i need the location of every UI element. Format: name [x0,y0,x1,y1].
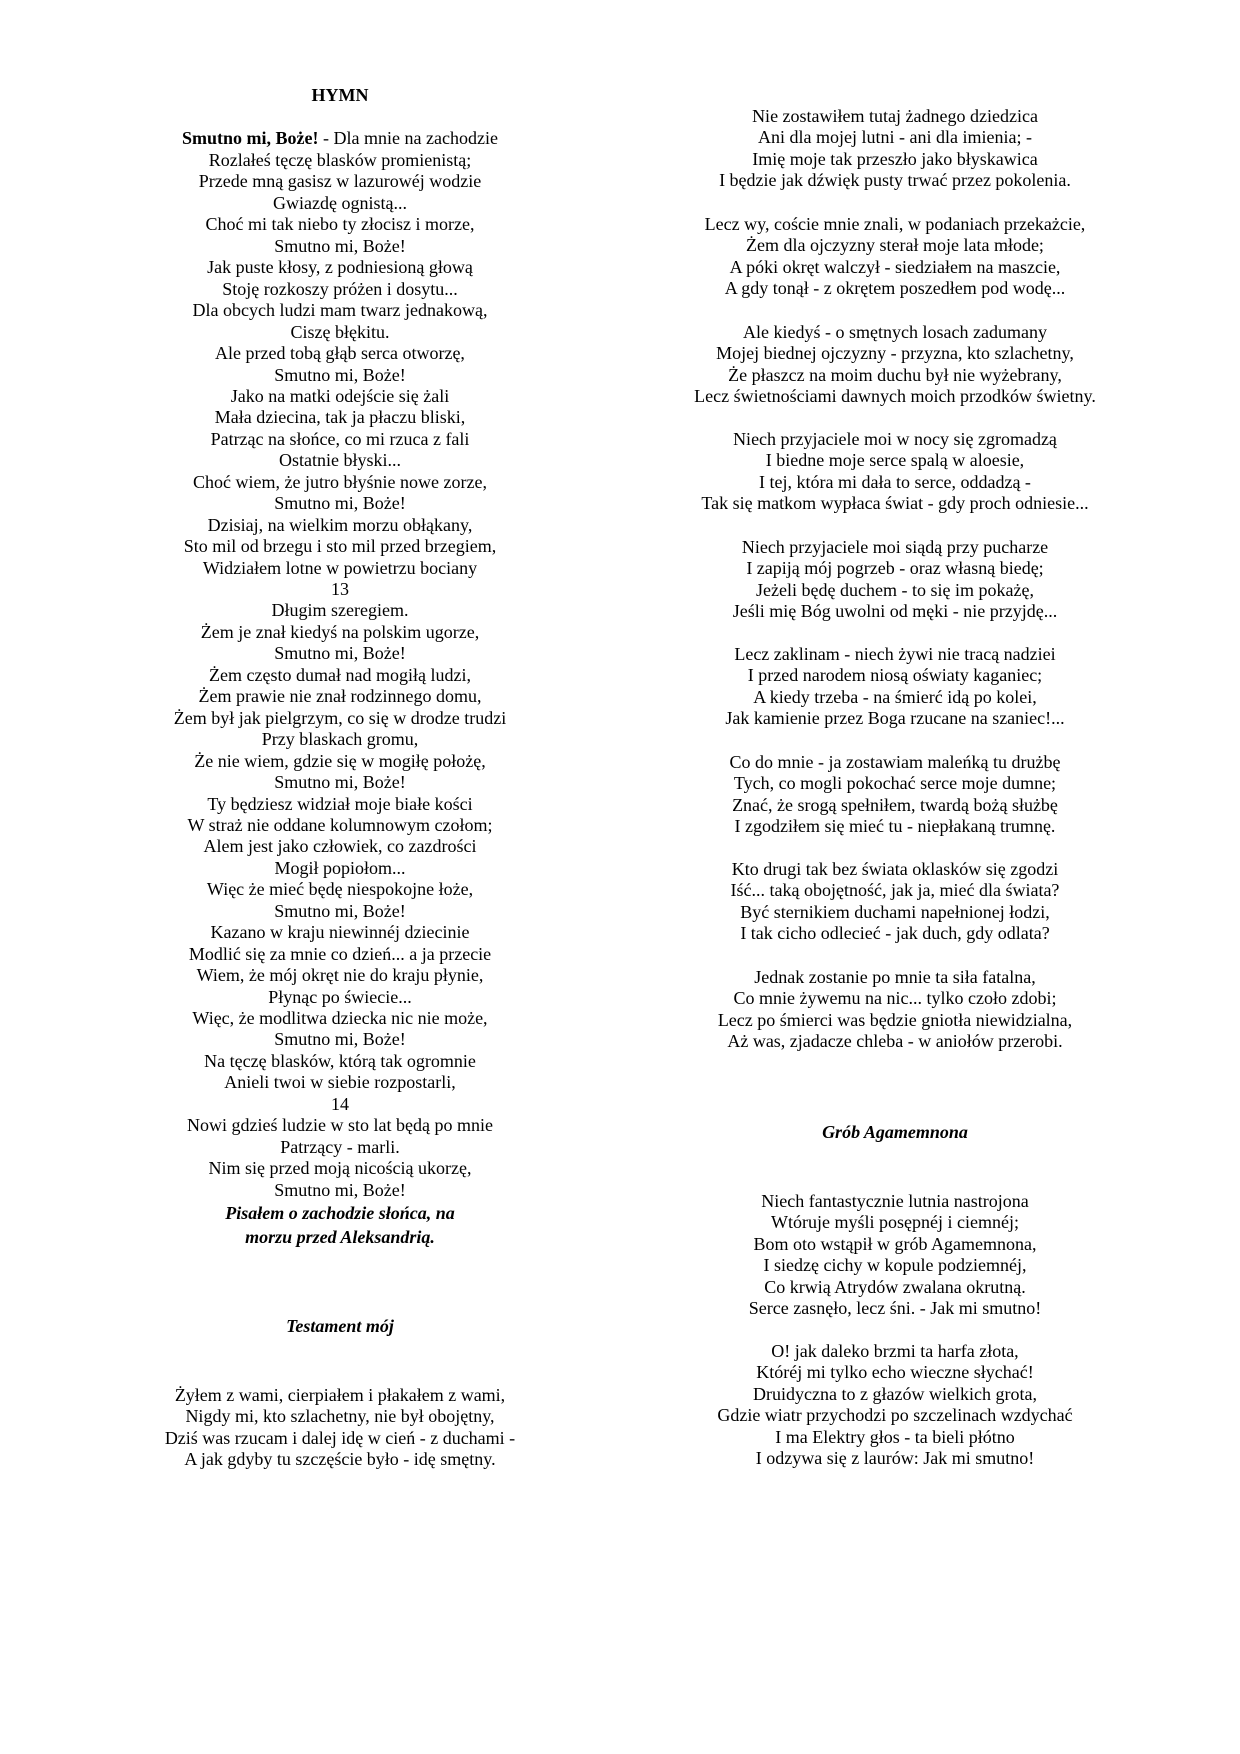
poem-line: Niech przyjaciele moi w nocy się zgromadzą [733,429,1057,449]
poem-line: I odzywa się z laurów: Jak mi smutno! [755,1448,1035,1468]
poem-line: Jak puste kłosy, z podniesioną głową [207,257,473,277]
poem-line: Nie zostawiłem tutaj żadnego dziedzica [752,106,1038,126]
poem-line: Mała dziecina, tak ja płaczu bliski, [214,407,466,427]
poem-line: Płynąc po świecie... [268,987,412,1007]
poem-line: Dzisiaj, na wielkim morzu obłąkany, [207,515,473,535]
poem-line: Na tęczę blasków, którą tak ogromnie [204,1051,476,1071]
poem-line: Żyłem z wami, cierpiałem i płakałem z wami, [174,1385,506,1405]
poem-line: Tych, co mogli pokochać serce moje dumne; [733,773,1057,793]
page-number: 13 [331,579,349,599]
poem-line: Smutno mi, Boże! [274,772,406,792]
poem-line: Choć wiem, że jutro błyśnie nowe zorze, [193,472,487,492]
poem-line: Smutno mi, Boże! [274,365,406,385]
poem-line: I siedzę cichy w kopule podziemnéj, [763,1255,1027,1275]
testament-title: Testament mój [286,1316,394,1336]
grob-title: Grób Agamemnona [822,1122,968,1142]
poem-line: Znać, że srogą spełniłem, twardą bożą służbę [732,795,1058,815]
poem-line: Nigdy mi, kto szlachetny, nie był obojętny, [185,1406,495,1426]
poem-line: Druidyczna to z głazów wielkich grota, [753,1384,1037,1404]
hymn-first-line-rest: - Dla mnie na zachodzie [318,128,498,148]
poem-line: Anieli twoi w siebie rozpostarli, [224,1072,456,1092]
poem-line: Smutno mi, Boże! [274,643,406,663]
hymn-footnote: morzu przed Aleksandrią. [245,1227,435,1247]
poem-line: Nim się przed moją nicością ukorzę, [208,1158,472,1178]
poem-line: Jednak zostanie po mnie ta siła fatalna, [754,967,1036,987]
poem-line: Widziałem lotne w powietrzu bociany [202,558,478,578]
poem-line: Wtóruje myśli posępnéj i ciemnéj; [771,1212,1019,1232]
poem-line: Kto drugi tak bez świata oklasków się zgodzi [731,859,1059,879]
poem-line: Patrzący - marli. [280,1137,400,1157]
poem-line: I tej, która mi dała to serce, oddadzą - [759,472,1031,492]
poem-line: Imię moje tak przeszło jako błyskawica [752,149,1038,169]
poem-line: Jeśli mię Bóg uwolni od męki - nie przyjdę... [732,601,1058,621]
poem-line: I zgodziłem się mieć tu - niepłakaną trumnę. [734,816,1056,836]
poem-line: Bom oto wstąpił w grób Agamemnona, [753,1234,1037,1254]
poem-line: Któréj mi tylko echo wieczne słychać! [756,1362,1034,1382]
poem-line: Że nie wiem, gdzie się w mogiłę położę, [194,751,486,771]
poem-line: Alem jest jako człowiek, co zazdrości [203,836,477,856]
poem-line: Dziś was rzucam i dalej idę w cień - z duchami - [164,1428,516,1448]
poem-line: I ma Elektry głos - ta bieli płótno [775,1427,1015,1447]
poem-line: Dla obcych ludzi mam twarz jednakową, [192,300,488,320]
poem-line: Smutno mi, Boże! [274,493,406,513]
poem-line: Żem prawie nie znał rodzinnego domu, [198,686,482,706]
poem-line: W straż nie oddane kolumnowym czołom; [187,815,493,835]
poem-line: Lecz po śmierci was będzie gniotła niewidzialna, [717,1010,1073,1030]
poem-line: Iść... taką obojętność, jak ja, mieć dla świata? [730,880,1060,900]
poem-line: Co krwią Atrydów zwalana okrutną. [764,1277,1026,1297]
poem-line: I przed narodem niosą oświaty kaganiec; [747,665,1043,685]
poem-line: A jak gdyby tu szczęście było - idę smętny. [184,1449,496,1469]
poem-line: Żem je znał kiedyś na polskim ugorze, [200,622,480,642]
poem-line: I tak cicho odlecieć - jak duch, gdy odlata? [740,923,1050,943]
poem-line: Być sternikiem duchami napełnionej łodzi, [740,902,1050,922]
poem-line: Lecz świetnościami dawnych moich przodków świetny. [694,386,1096,406]
poem-line: Choć mi tak niebo ty złocisz i morze, [205,214,475,234]
poem-line: A póki okręt walczył - siedziałem na maszcie, [729,257,1061,277]
poem-line: Gwiazdę ognistą... [273,193,407,213]
poem-line: Smutno mi, Boże! [274,1029,406,1049]
poem-line: Jeżeli będę duchem - to się im pokażę, [756,580,1034,600]
poem-line: A gdy tonął - z okrętem poszedłem pod wodę... [724,278,1066,298]
poem-line: Nowi gdzieś ludzie w sto lat będą po mnie [187,1115,493,1135]
poem-line: Tak się matkom wypłaca świat - gdy proch odniesie... [701,493,1089,513]
poem-line: Stoję rozkoszy próżen i dosytu... [222,279,458,299]
poem-line: Mojej biednej ojczyzny - przyzna, kto szlachetny, [716,343,1074,363]
hymn-first-line [130,126,550,150]
poem-line: Rozlałeś tęczę blasków promienistą; [208,150,472,170]
poem-line: Przy blaskach gromu, [261,729,419,749]
poem-line: Żem często dumał nad mogiłą ludzi, [209,665,471,685]
hymn-title: HYMN [311,85,369,105]
poem-line: Patrząc na słońce, co mi rzuca z fali [210,429,470,449]
poem-line: Wiem, że mój okręt nie do kraju płynie, [196,965,484,985]
poem-line: Ty będziesz widział moje białe kości [207,794,473,814]
poem-line: I biedne moje serce spalą w aloesie, [765,450,1025,470]
poem-line: Jako na matki odejście się żali [230,386,450,406]
poem-line: Gdzie wiatr przychodzi po szczelinach wzdychać [717,1405,1073,1425]
poem-line: Żem był jak pielgrzym, co się w drodze trudzi [173,708,507,728]
poem-line: Ciszę błękitu. [290,322,390,342]
poem-line: Jak kamienie przez Boga rzucane na szaniec!... [725,708,1065,728]
poem-line: Przede mną gasisz w lazurowéj wodzie [198,171,482,191]
poem-line: Co mnie żywemu na nic... tylko czoło zdobi; [733,988,1057,1008]
poem-line: Sto mil od brzegu i sto mil przed brzegiem, [183,536,497,556]
hymn-footnote: Pisałem o zachodzie słońca, na [225,1203,455,1223]
poem-line: Ale przed tobą głąb serca otworzę, [215,343,465,363]
page-number: 14 [331,1094,349,1114]
poem-line: A kiedy trzeba - na śmierć idą po kolei, [753,687,1037,707]
poem-line: Więc że mieć będę niespokojne łoże, [206,879,474,899]
poem-line: Ale kiedyś - o smętnych losach zadumany [743,322,1047,342]
poem-line: Więc, że modlitwa dziecka nic nie może, [192,1008,488,1028]
poem-line: I będzie jak dźwięk pusty trwać przez pokolenia. [719,170,1071,190]
poem-line: Smutno mi, Boże! [274,236,406,256]
poem-line: Niech przyjaciele moi siądą przy pucharze [741,537,1049,557]
poem-line: Niech fantastycznie lutnia nastrojona [761,1191,1029,1211]
poem-line: Żem dla ojczyzny sterał moje lata młode; [746,235,1044,255]
poem-line: Mogił popiołom... [274,858,406,878]
poem-line: Aż was, zjadacze chleba - w aniołów przerobi. [727,1031,1063,1051]
poem-line: Ani dla mojej lutni - ani dla imienia; - [758,127,1032,147]
poem-line: Smutno mi, Boże! [274,1180,406,1200]
hymn-refrain-bold: Smutno mi, Boże! [182,128,319,148]
poem-line: Lecz zaklinam - niech żywi nie tracą nadziei [734,644,1056,664]
poem-line: Że płaszcz na moim duchu był nie wyżebrany, [728,365,1062,385]
poem-line: Lecz wy, coście mnie znali, w podaniach przekażcie, [704,214,1086,234]
poem-line: Długim szeregiem. [271,600,409,620]
poem-line: Modlić się za mnie co dzień... a ja przecie [188,944,492,964]
poem-line: Ostatnie błyski... [279,450,401,470]
poem-line: I zapiją mój pogrzeb - oraz własną biedę; [746,558,1044,578]
poem-line: Kazano w kraju niewinnéj dziecinie [210,922,470,942]
poem-line: Smutno mi, Boże! [274,901,406,921]
poem-line: Co do mnie - ja zostawiam maleńką tu drużbę [729,752,1061,772]
poem-line: Serce zasnęło, lecz śni. - Jak mi smutno! [748,1298,1042,1318]
poem-line: O! jak daleko brzmi ta harfa złota, [771,1341,1019,1361]
